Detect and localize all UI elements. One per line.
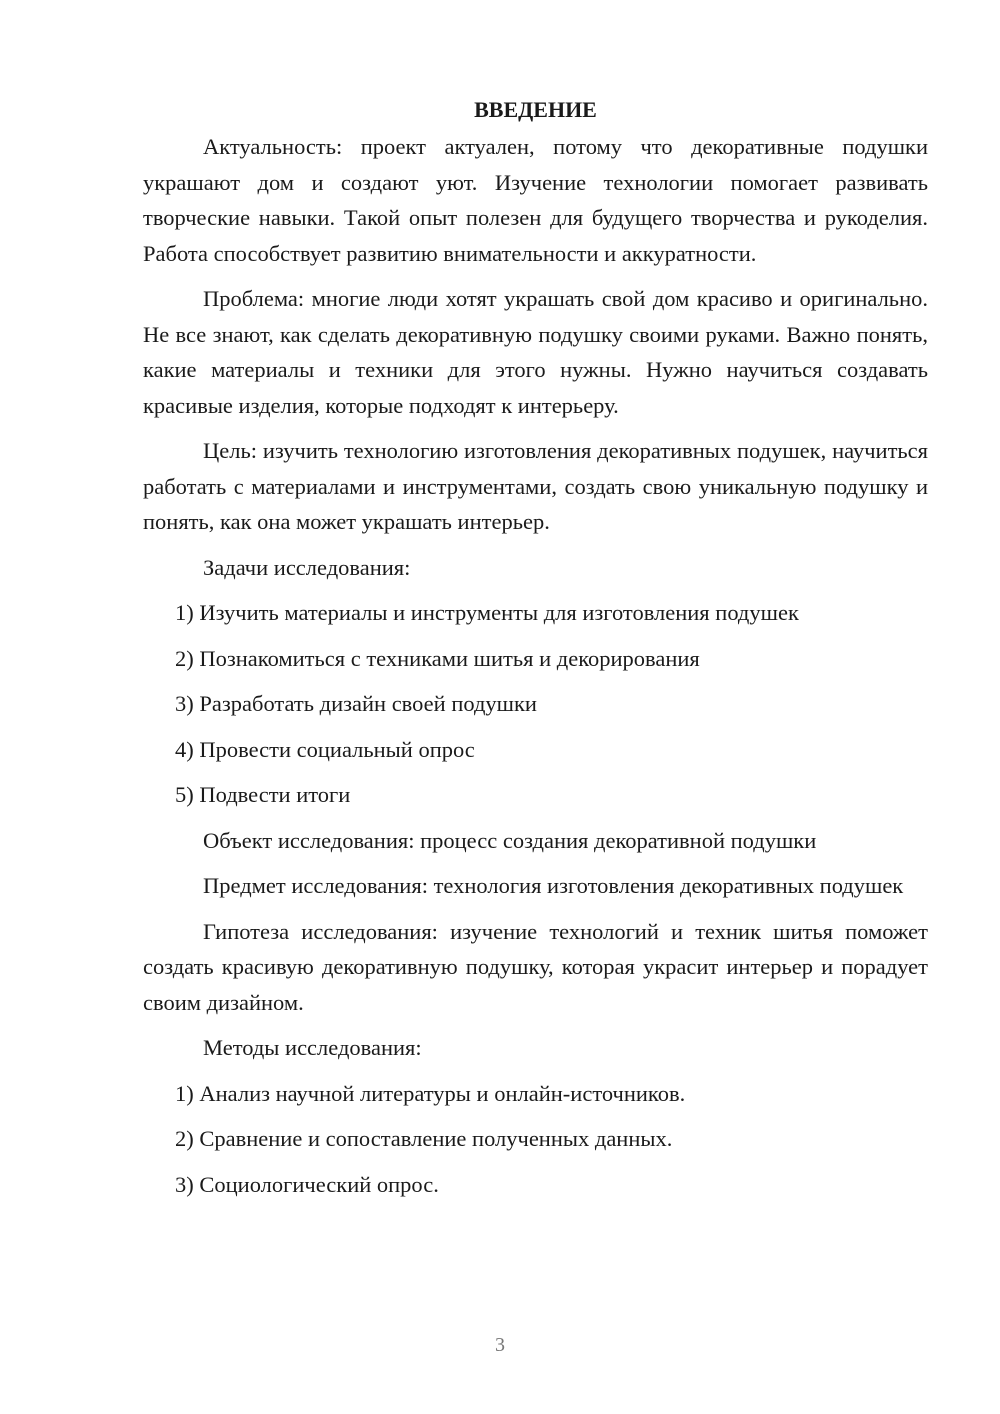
paragraph-goal: Цель: изучить технологию изготовления декоративных подушек, научиться работать с материалами и инструментами, создать свою уникальную подушку и понять, как она может украшать интерьер. xyxy=(143,438,928,534)
section-title: ВВЕДЕНИЕ xyxy=(474,97,597,122)
tasks-heading: Задачи исследования: xyxy=(203,554,411,580)
page-number: 3 xyxy=(495,1334,505,1356)
task-item: 4) Провести социальный опрос xyxy=(175,736,475,762)
methods-heading: Методы исследования: xyxy=(203,1035,422,1060)
document-page xyxy=(143,92,928,1212)
method-item: 3) Социологический опрос. xyxy=(175,1171,439,1197)
method-item: 2) Сравнение и сопоставление полученных данных. xyxy=(175,1126,673,1151)
paragraph-problem: Проблема: многие люди хотят украшать свой дом красиво и оригинально. Не все знают, как сделать декоративную подушку своими руками. Важно понять, какие материалы и техники для этого нужны. Нужно научиться создавать красивые изделия, которые подходят к интерьеру. xyxy=(143,286,928,418)
paragraph-relevance: Актуальность: проект актуален, потому что декоративные подушки украшают дом и создают уют. Изучение технологии помогает развивать творческие навыки. Такой опыт полезен для будущего творчества и рукоделия. Работа способствует развитию внимательности и аккуратности. xyxy=(143,134,928,266)
task-item: 3) Разработать дизайн своей подушки xyxy=(175,691,537,716)
paragraph-subject: Предмет исследования: технология изготовления декоративных подушек xyxy=(203,873,904,898)
task-item: 2) Познакомиться с техниками шитья и декорирования xyxy=(175,645,700,671)
task-item: 1) Изучить материалы и инструменты для изготовления подушек xyxy=(175,600,799,625)
task-item: 5) Подвести итоги xyxy=(175,782,351,807)
method-item: 1) Анализ научной литературы и онлайн-источников. xyxy=(175,1080,686,1106)
paragraph-hypothesis: Гипотеза исследования: изучение технологий и техник шитья поможет создать красивую декоративную подушку, которая украсит интерьер и порадует своим дизайном. xyxy=(143,918,928,1015)
paragraph-object: Объект исследования: процесс создания декоративной подушки xyxy=(203,827,817,853)
